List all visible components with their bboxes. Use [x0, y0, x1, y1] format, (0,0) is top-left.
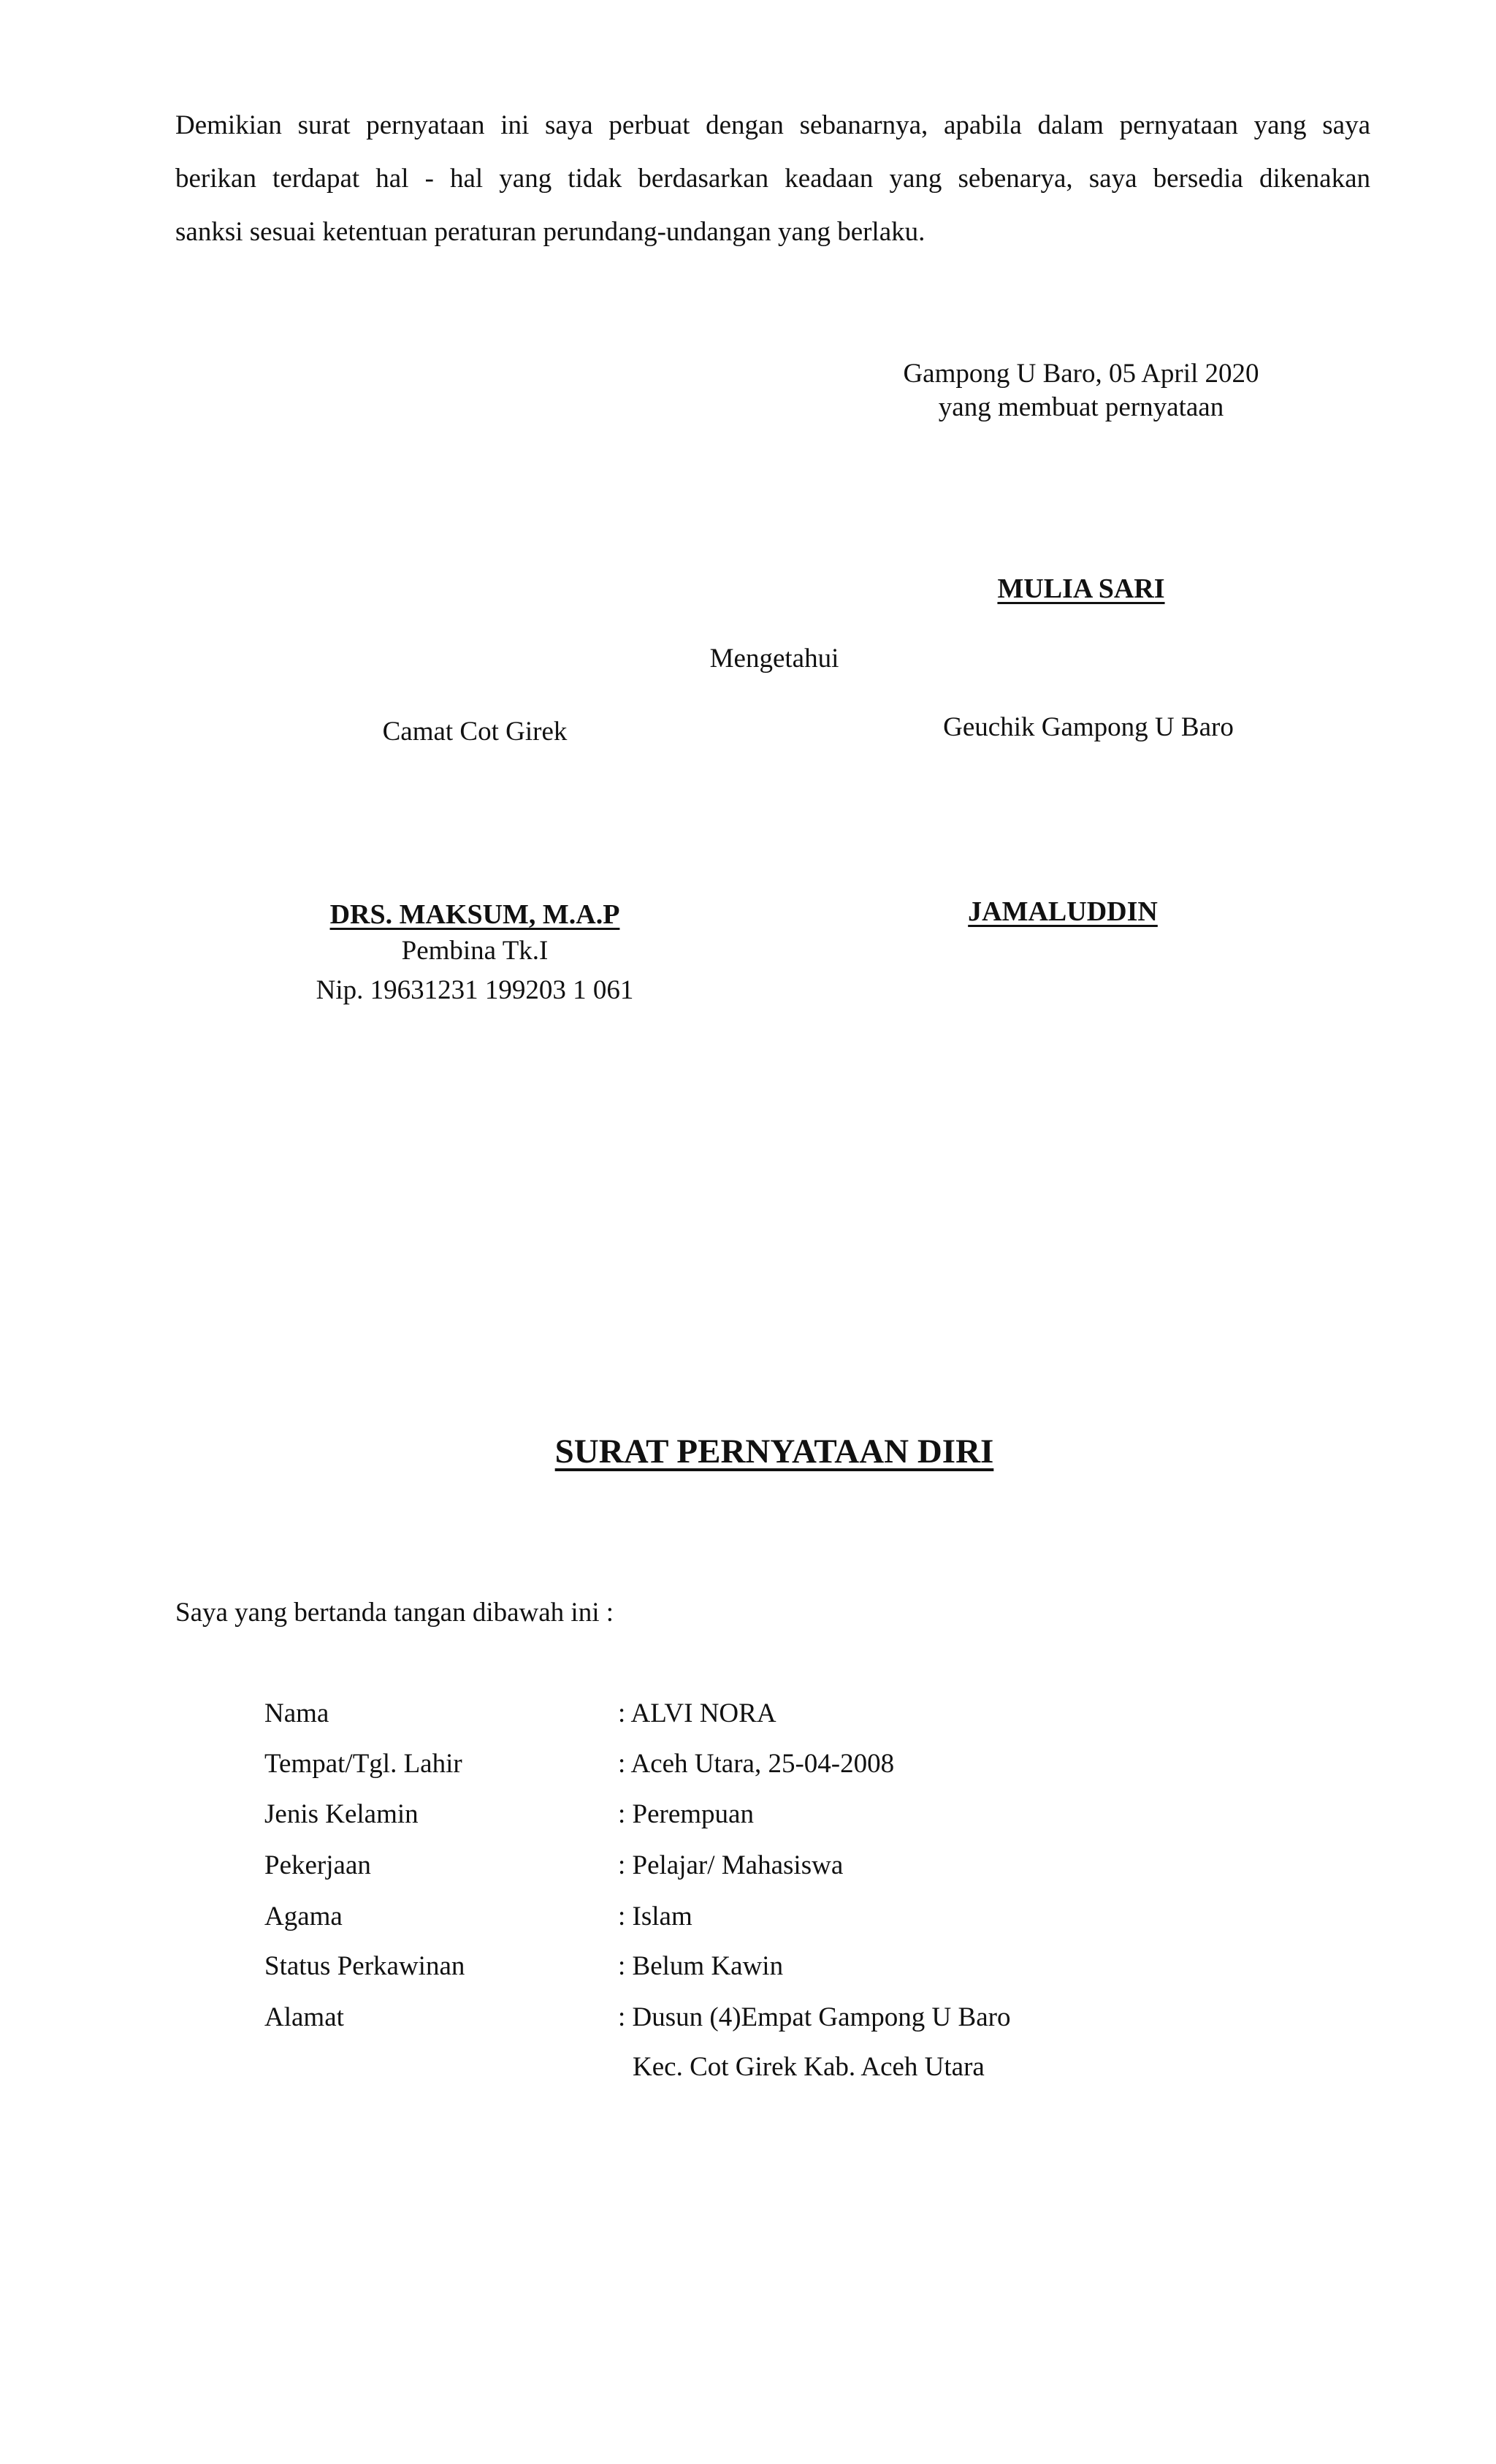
field-label: Tempat/Tgl. Lahir — [264, 1749, 462, 1779]
field-value: : Belum Kawin — [618, 1951, 784, 1981]
paragraph-line: sanksi sesuai ketentuan peraturan perundang-undangan yang berlaku. — [175, 217, 926, 247]
field-value: : Perempuan — [618, 1799, 754, 1829]
paragraph-line: berikan terdapat hal - hal yang tidak berdasarkan keadaan yang sebenarya, saya bersedia dikenakan — [175, 164, 1370, 194]
field-value: : Islam — [618, 1902, 692, 1931]
address-line-2: Kec. Cot Girek Kab. Aceh Utara — [633, 2052, 985, 2082]
geuchik-name: JAMALUDDIN — [968, 896, 1158, 927]
field-label: Agama — [264, 1902, 343, 1931]
field-label: Jenis Kelamin — [264, 1799, 419, 1829]
field-label: Nama — [264, 1698, 329, 1728]
acknowledged-label: Mengetahui — [709, 644, 839, 674]
field-label: Alamat — [264, 2002, 344, 2032]
camat-nip: Nip. 19631231 199203 1 061 — [316, 975, 634, 1005]
field-value: : Dusun (4)Empat Gampong U Baro — [618, 2002, 1011, 2032]
maker-name: MULIA SARI — [997, 573, 1165, 604]
field-value: : Aceh Utara, 25-04-2008 — [618, 1749, 895, 1779]
field-value: : Pelajar/ Mahasiswa — [618, 1850, 844, 1880]
closing-paragraph — [175, 99, 1370, 259]
maker-label: yang membuat pernyataan — [938, 392, 1224, 422]
camat-title: Camat Cot Girek — [382, 717, 568, 747]
geuchik-title: Geuchik Gampong U Baro — [943, 712, 1234, 742]
statement-title: SURAT PERNYATAAN DIRI — [554, 1433, 994, 1471]
place-date: Gampong U Baro, 05 April 2020 — [903, 359, 1259, 389]
camat-name: DRS. MAKSUM, M.A.P — [329, 899, 620, 930]
field-label: Pekerjaan — [264, 1850, 371, 1880]
field-label: Status Perkawinan — [264, 1951, 465, 1981]
field-value: : ALVI NORA — [618, 1698, 776, 1728]
statement-intro: Saya yang bertanda tangan dibawah ini : — [175, 1598, 614, 1628]
camat-rank: Pembina Tk.I — [401, 936, 549, 966]
paragraph-line: Demikian surat pernyataan ini saya perbuat dengan sebanarnya, apabila dalam pernyataan yang saya — [175, 110, 1370, 140]
